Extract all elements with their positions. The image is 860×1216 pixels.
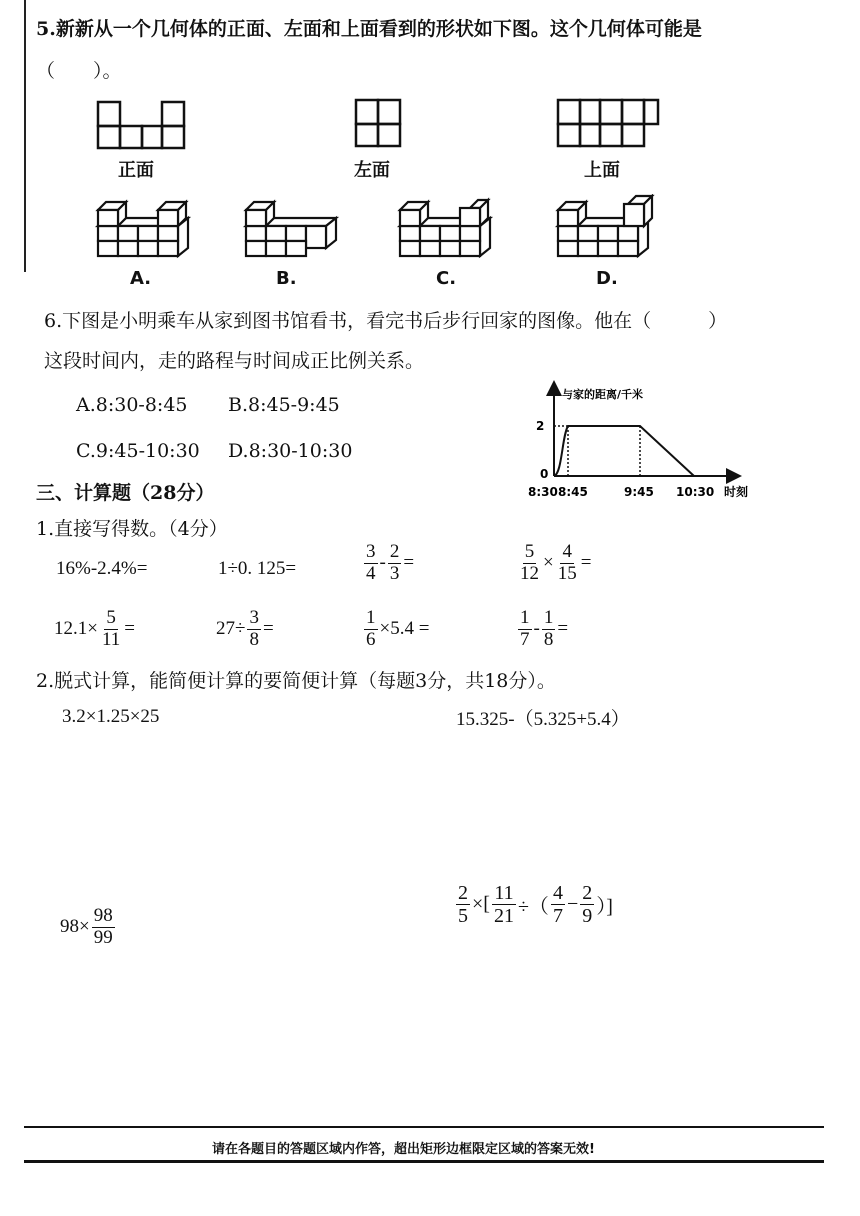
part2-title: 2.脱式计算，能简便计算的要简便计算（每题3分，共18分）。: [36, 670, 556, 692]
option-a-label: A.: [130, 268, 152, 289]
option-b-label: B.: [276, 268, 297, 289]
option-d-label: D.: [596, 268, 618, 289]
option-a-figure: [92, 196, 192, 262]
calc-1f: 27÷ $\frac{3}{8}$ =: [216, 607, 274, 650]
q6-option-a: A.8:30-8:45: [76, 394, 188, 416]
calc-1b: 1÷0. 125=: [218, 558, 297, 579]
distance-time-chart: [526, 378, 786, 504]
calc-1c: $\frac{3}{4}$ - $\frac{2}{3}$ =: [366, 541, 415, 584]
chart-y-tick-0: 0: [540, 467, 549, 481]
option-b-figure: [240, 196, 340, 262]
footer-top-rule: [24, 1126, 824, 1128]
top-view-label: 上面: [584, 160, 620, 181]
q6-option-c: C.9:45-10:30: [76, 440, 200, 462]
chart-x-tick-845: 8:45: [558, 485, 588, 499]
answer-box-border: [24, 0, 26, 272]
q5-text: 5.新新从一个几何体的正面、左面和上面看到的形状如下图。这个几何体可能是: [36, 18, 702, 40]
top-view-figure: [556, 98, 660, 150]
calc-2d: $\frac{2}{5}$ ×[ $\frac{11}{21}$ ÷（ $\frac{4}{7}$ − $\frac{2}{9}$ ）]: [458, 882, 613, 927]
calc-1a: 16%-2.4%=: [56, 558, 148, 579]
calc-2c: 98× $\frac{98}{99}$: [60, 905, 113, 948]
calc-1g: $\frac{1}{6}$ ×5.4 =: [366, 607, 430, 650]
calc-1e: 12.1× $\frac{5}{11}$ =: [54, 607, 135, 650]
left-view-figure: [354, 98, 402, 150]
calc-1h: $\frac{1}{7}$ - $\frac{1}{8}$ =: [520, 607, 569, 650]
calc-2b: 15.325-（5.325+5.4）: [456, 709, 630, 730]
chart-y-tick-2: 2: [536, 419, 545, 433]
chart-series-line: [554, 426, 694, 476]
footer-notice: 请在各题目的答题区域内作答，超出矩形边框限定区域的答案无效!: [212, 1142, 595, 1157]
chart-x-tick-945: 9:45: [624, 485, 654, 499]
chart-x-tick-1030: 10:30: [676, 485, 715, 499]
option-c-figure: [394, 196, 494, 262]
left-view-label: 左面: [354, 160, 390, 181]
part1-title: 1.直接写得数。（4分）: [36, 518, 228, 540]
q6-line2: 这段时间内，走的路程与时间成正比例关系。: [44, 350, 425, 372]
chart-xlabel: 时刻: [724, 485, 749, 499]
q6-option-d: D.8:30-10:30: [228, 440, 353, 462]
front-view-label: 正面: [118, 160, 154, 181]
footer-bottom-rule: [24, 1160, 824, 1163]
q6-option-b: B.8:45-9:45: [228, 394, 340, 416]
option-c-label: C.: [436, 268, 457, 289]
chart-x-tick-830: 8:30: [528, 485, 558, 499]
front-view-figure: [96, 100, 188, 152]
calc-1d: $\frac{5}{12}$ × $\frac{4}{15}$ =: [520, 541, 592, 584]
calc-2a: 3.2×1.25×25: [62, 706, 160, 727]
q6-line1: 6.下图是小明乘车从家到图书馆看书，看完书后步行回家的图像。他在（ ）: [44, 310, 728, 332]
section3-title: 三、计算题（28分）: [36, 482, 215, 504]
q5-blank: （ ）。: [36, 60, 122, 82]
chart-ylabel: 与家的距离/千米: [562, 388, 644, 401]
option-d-figure: [552, 194, 656, 262]
